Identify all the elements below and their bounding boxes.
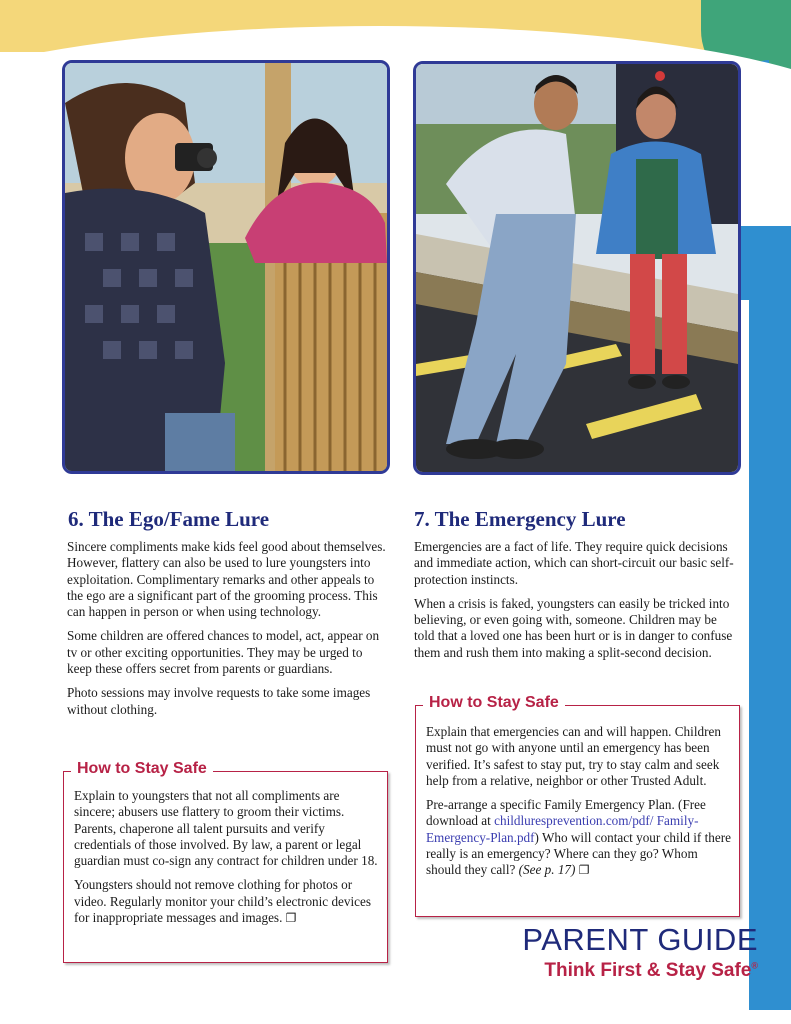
ego-safety-paragraph-2-text: Youngsters should not remove clothing for photos or video. Regularly monitor your child’s electronic devices for inappropriate messages and images.: [74, 877, 372, 926]
emergency-safety-p2-lead: Pre-arrange a specific Family Emergency Plan. (Free download at: [426, 797, 706, 829]
emergency-paragraph-1: Emergencies are a fact of life. They require quick decisions and immediate action, which can short-circuit our basic self-protection instincts.: [414, 539, 734, 587]
guide-tagline-text: Think First & Stay Safe: [544, 960, 752, 981]
end-mark-icon: ❐: [285, 911, 297, 926]
ego-paragraph-3: Photo sessions may involve requests to take some images without clothing.: [67, 685, 371, 717]
emergency-safety-box: [415, 694, 740, 917]
emergency-plan-link[interactable]: childluresprevention.com/pdf/ Family-Emergency-Plan.pdf: [426, 813, 699, 845]
emergency-paragraph-2: When a crisis is faked, youngsters can easily be tricked into believing, or even going with, someone. Children may be told that a loved one has been hurt or is in danger to confuse them and rush them into making a split-second decision.: [414, 595, 733, 660]
ego-safety-paragraph-2: [74, 877, 379, 926]
emergency-lure-body: [414, 539, 739, 669]
ego-paragraph-1: Sincere compliments make kids feel good about themselves. However, flattery can also be used to lure youngsters into exploitation. Complimentary remarks and other appeals to the ego are a significant part of the grooming process. This can happen in person or when using technology.: [67, 539, 386, 620]
guide-tagline: [544, 960, 758, 982]
ego-safety-paragraph-1: Explain to youngsters that not all compliments are sincere; abusers use flattery to groom their victims. Parents, chaperone all talent pursuits and verify credentials of those involved. By law, a parent or legal guardian must co-sign any contract for children under 18.: [74, 788, 378, 869]
emergency-safety-paragraph-2: [426, 797, 731, 878]
emergency-lure-heading: 7. The Emergency Lure: [414, 507, 626, 531]
emergency-lure-illustration: [413, 61, 741, 475]
end-mark-icon: ❐: [578, 863, 590, 878]
ego-lure-body: [67, 539, 387, 726]
ego-safety-box: [63, 760, 388, 963]
emergency-safety-paragraph-1: Explain that emergencies can and will happen. Children must not go with anyone until an emergency has been verified. It’s safest to stay put, try to stay calm and seek help from a relative, neighbor or other Trusted Adult.: [426, 724, 721, 788]
see-page-reference: (See p. 17): [518, 862, 576, 878]
registered-mark: ®: [751, 960, 758, 971]
stranger-scene-image: [416, 64, 738, 472]
ego-lure-heading: 6. The Ego/Fame Lure: [68, 507, 270, 531]
photographer-scene-image: [65, 63, 387, 471]
ego-safety-title: How to Stay Safe: [71, 760, 213, 778]
emergency-safety-title: How to Stay Safe: [423, 694, 565, 712]
ego-paragraph-2: Some children are offered chances to model, act, appear on tv or other exciting opportunities. They may be urged to keep these offers secret from parents or guardians.: [67, 628, 380, 677]
ego-safety-body: [74, 788, 379, 934]
emergency-safety-p2-tail: ) Who will contact your child if there really is an emergency? Where can they go? Whom should they call?: [426, 829, 731, 878]
emergency-safety-body: [426, 724, 731, 887]
ego-lure-illustration: [62, 60, 390, 474]
guide-title: PARENT GUIDE: [522, 922, 758, 957]
